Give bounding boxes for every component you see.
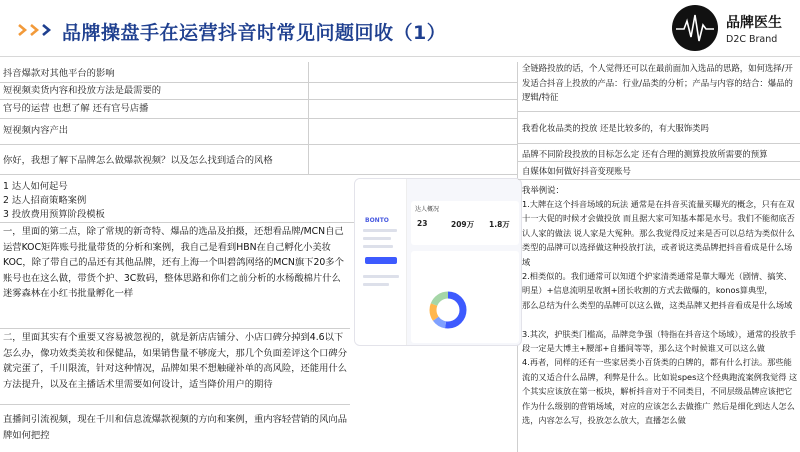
- question-block: 全链路投放的话，个人觉得还可以在最前面加入选品的思路，如何选择/开发适合抖音上投放的产品：行业/品类的分析；产品与内容的结合：爆品的逻辑/特征: [522, 63, 793, 103]
- table-row: 官号的运营 也想了解 还有官号店播: [3, 103, 149, 114]
- table-row: 短视频卖货内容和投放方法是最需要的: [3, 85, 162, 96]
- placeholder-line: [363, 283, 389, 286]
- screenshot-stats-card: [411, 201, 519, 245]
- brand-logo-icon: [672, 5, 718, 51]
- table-row: 抖音爆款对其他平台的影响: [3, 68, 115, 79]
- right-question-column: [518, 57, 800, 452]
- placeholder-line: [363, 229, 397, 232]
- row-divider: [518, 161, 800, 162]
- table-row: 你好，我想了解下品牌怎么做爆款视频？以及怎么找到适合的风格: [3, 155, 273, 166]
- brand-name: 品牌医生: [726, 14, 782, 31]
- chevron-right-icon: [18, 24, 28, 36]
- chevron-right-icon: [42, 24, 52, 36]
- brand-subtitle: D2C Brand: [726, 33, 778, 45]
- stats-value: 23: [417, 219, 428, 228]
- slide-header: [0, 0, 800, 56]
- row-divider: [0, 99, 517, 100]
- question-block: 品牌不同阶段投放的目标怎么定 还有合理的测算投放所需要的预算: [522, 149, 768, 159]
- row-divider: [0, 82, 517, 83]
- example-heading: 我举例说：: [522, 185, 564, 195]
- row-divider: [0, 328, 350, 329]
- chevron-group: [18, 24, 52, 36]
- feedback-paragraph-1: 一，里面的第二点，除了常规的新奇特、爆品的选品及拍摄，还想看品牌/MCN自己运营KOC矩阵账号批量带货的分析和案例，我自己是看到HBN在自己孵化小美妆KOC，除了带自己的品还有其他品牌，还有上海一个叫碧鸽网络的MCN旗下20多个账号也在这么做，带货个护、3C数码，整体思路和你们之前分析的水杨酸棉片什么迷雾森林在小红书批量孵化一样: [3, 226, 344, 300]
- question-block: 自媒体如何做好抖音变现账号: [522, 166, 631, 176]
- donut-chart: [425, 287, 471, 333]
- list-item: 3 投放费用预算阶段模板: [3, 209, 105, 220]
- row-divider: [0, 404, 350, 405]
- list-item: 2 达人招商策略案例: [3, 195, 87, 206]
- row-divider: [0, 144, 517, 145]
- feedback-paragraph-2: 二，里面其实有个重要又容易被忽视的，就是新店店铺分、小店口碑分掉到4.6以下怎么办，像功效类美妆和保健品，如果销售量不够庞大，那几个负面差评这个口碑分就完蛋了，千川限流，针对这种情况，品牌如果不想触碰补单的高风险，还能用什么方法提升，以及在主播话术里需要如何设计，适当降价用户的期待: [3, 332, 347, 390]
- screenshot-sidebar: [355, 179, 407, 346]
- row-divider: [0, 174, 517, 175]
- stats-value: 1.8万: [489, 220, 510, 229]
- list-item: 1 达人如何起号: [3, 181, 68, 192]
- screenshot-button: [365, 257, 397, 264]
- stats-value: 209万: [451, 220, 475, 229]
- row-divider: [518, 179, 800, 180]
- screenshot-logo: BONTO: [365, 217, 389, 224]
- question-block: 我看化妆品类的投放 还是比较多的，有大服饰类吗: [522, 123, 709, 133]
- row-divider: [0, 118, 517, 119]
- feedback-paragraph-3: 直播间引流视频，现在千川和信息流爆款视频的方向和案例，重内容轻营销的风向品牌如何把控: [3, 414, 347, 441]
- app-screenshot-image: [354, 178, 522, 346]
- table-row: 短视频内容产出: [3, 125, 69, 136]
- stats-title: 达人概况: [415, 206, 440, 213]
- placeholder-line: [363, 275, 399, 278]
- row-divider: [518, 111, 800, 112]
- example-body: 1.大牌在这个抖音场域的玩法 通常是在抖音买流量买曝光的概念，只有在双十一大促的时候才会做投放 而且据大家可知基本都是水号。我们不能彻底否认人家的做法 说人家是大冤种。那么我觉得反过来是否可以总结为类似什么类型的品牌可以选择做这种投放打法，或者说这类品牌把抖音看成是什么场域 2.相类似的。我们通常可以知道个护家清类通常是靠大曝光（剧情、搞笑、明星）+信息流明星收割+团长收割的方式去做爆的，konos算典型， 那么总结为什么类型的品牌可以这么做，这类品牌又把抖音看成是什么场域 3.其次，护肤类门槛高，品牌竞争强（特指在抖音这个场域），通常的投放手段一定是大博主+腰部+自播间等等，那么这个时候谁又可以这么做 4.再者，同样的还有一些家居类小百货类的白牌的，都有什么打法。那些能流的又适合什么品牌，利弊是什么。比如说spes这个经典跑流案例我觉得 这个其实应该放在第一板块，解析抖音对于不同类目，不同层级品牌应该把它作为什么级别的营销场域，对应的应该怎么去做推广 然后是细化到达人怎么选，内容怎么写，投放怎么放大，直播怎么做: [522, 199, 798, 426]
- placeholder-line: [363, 237, 391, 240]
- placeholder-line: [363, 245, 393, 248]
- chevron-right-icon: [30, 24, 40, 36]
- brand-block: [670, 0, 800, 56]
- page-title: 品牌操盘手在运营抖音时常见问题回收（1）: [62, 22, 447, 44]
- row-divider: [518, 143, 800, 144]
